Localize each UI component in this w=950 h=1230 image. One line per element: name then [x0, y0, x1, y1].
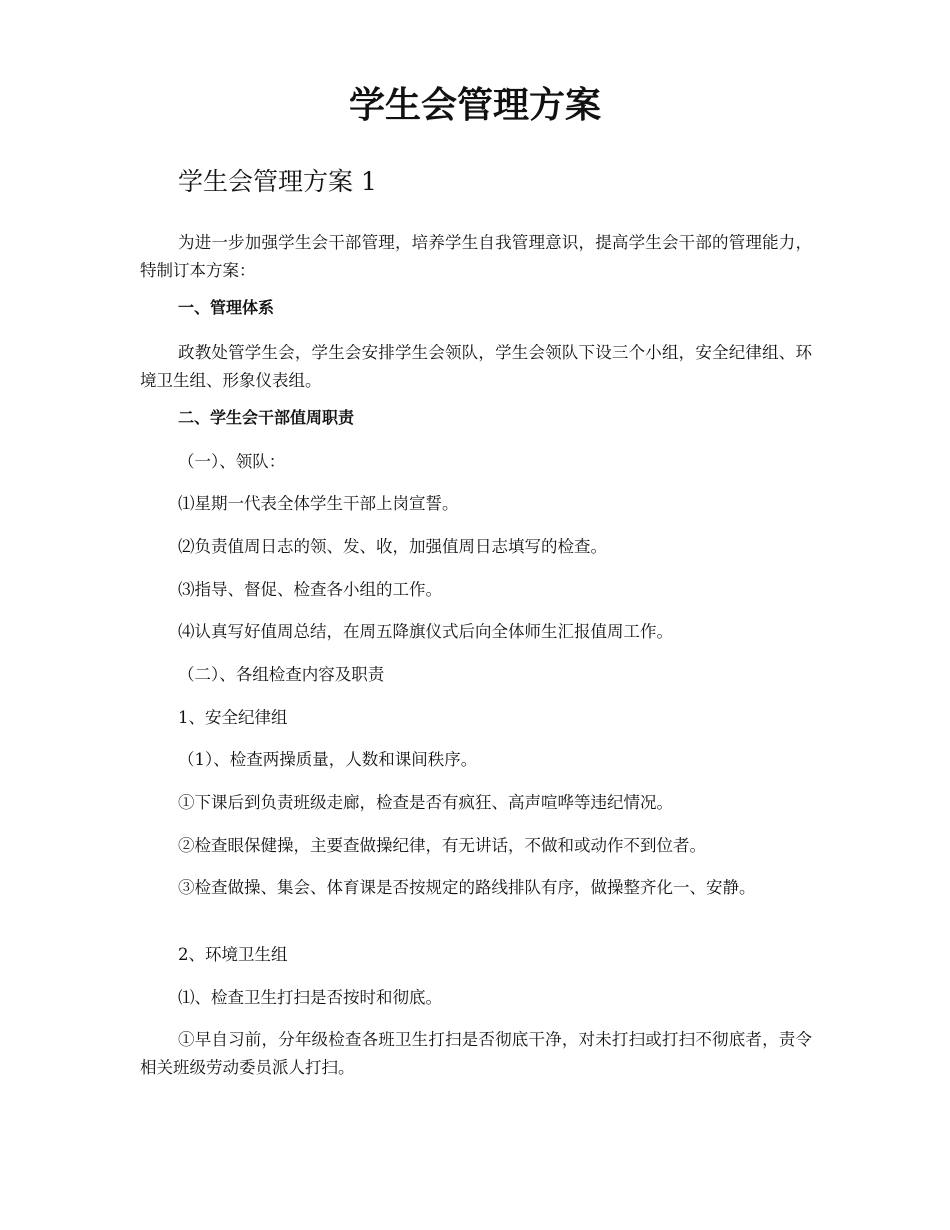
list-item-safety-1c: ③检查做操、集会、体育课是否按规定的路线排队有序，做操整齐化一、安静。 — [178, 878, 756, 897]
subheading-safety-group: 1、安全纪律组 — [178, 708, 288, 727]
document-title: 学生会管理方案 — [348, 84, 601, 126]
list-item-leader-2: ⑵负责值周日志的领、发、收，加强值周日志填写的检查。 — [178, 537, 607, 556]
list-item-hygiene-1: ⑴、检查卫生打扫是否按时和彻底。 — [178, 988, 442, 1007]
subheading-hygiene-group: 2、环境卫生组 — [178, 945, 288, 964]
list-item-hygiene-1a: ①早自习前，分年级检查各班卫生打扫是否彻底干净，对未打扫或打扫不彻底者，责令相关班级劳动委员派人打扫。 — [140, 1030, 812, 1077]
heading-management-system: 一、管理体系 — [178, 298, 275, 317]
subheading-leader: （一）、领队： — [178, 452, 286, 471]
heading-duty-responsibilities: 二、学生会干部值周职责 — [178, 408, 355, 427]
list-item-safety-1a: ①下课后到负责班级走廊，检查是否有疯狂、高声喧哗等违纪情况。 — [178, 793, 673, 812]
intro-paragraph: 为进一步加强学生会干部管理，培养学生自我管理意识，提高学生会干部的管理能力，特制订本方案： — [140, 233, 812, 280]
list-item-safety-1: （1）、检查两操质量，人数和课间秩序。 — [178, 750, 478, 769]
subheading-group-duties: （二）、各组检查内容及职责 — [178, 665, 385, 684]
list-item-leader-3: ⑶指导、督促、检查各小组的工作。 — [178, 580, 442, 599]
list-item-leader-1: ⑴星期一代表全体学生干部上岗宣誓。 — [178, 494, 459, 513]
list-item-leader-4: ⑷认真写好值周总结，在周五降旗仪式后向全体师生汇报值周工作。 — [178, 622, 673, 641]
section-title: 学生会管理方案 1 — [178, 167, 377, 196]
paragraph-management-system: 政教处管学生会，学生会安排学生会领队，学生会领队下设三个小组，安全纪律组、环境卫生组、形象仪表组。 — [140, 343, 812, 390]
list-item-safety-1b: ②检查眼保健操，主要查做操纪律，有无讲话，不做和或动作不到位者。 — [178, 836, 706, 855]
